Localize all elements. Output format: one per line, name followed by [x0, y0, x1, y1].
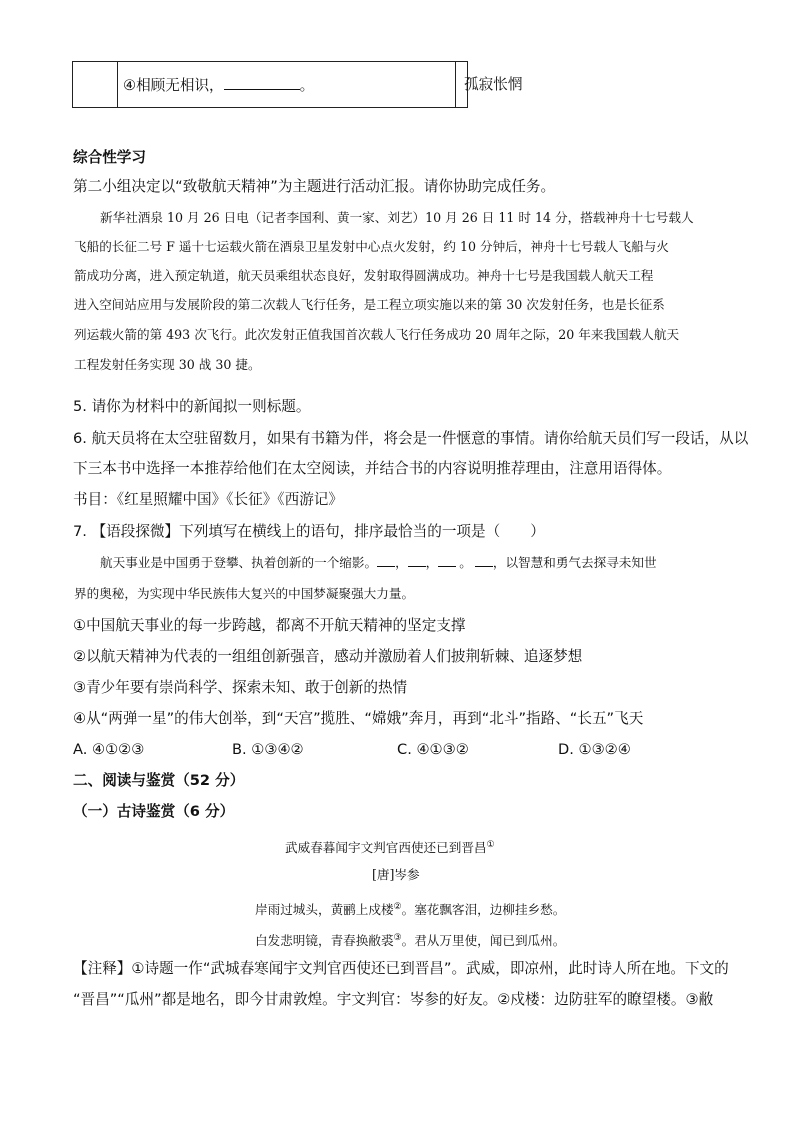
- news-line: 新华社酒泉 10 月 26 日电（记者李国利、黄一家、刘艺）10 月 26 日 11 时 14 分，搭载神舟十七号载人: [100, 210, 694, 225]
- option-3: ③青少年要有崇尚科学、探索未知、敢于创新的热情: [73, 679, 408, 696]
- news-line: 工程发射任务实现 30 战 30 捷。: [74, 357, 261, 372]
- section-intro: 第二小组决定以“致敬航天精神”为主题进行活动汇报。请你协助完成任务。: [73, 178, 556, 195]
- table-prompt-end: 。: [299, 77, 315, 94]
- poem-note-marker: ②: [393, 902, 402, 912]
- choice-c[interactable]: C. ④①③②: [397, 741, 469, 758]
- option-4: ④从“两弹一星”的伟大创举，到“天宫”揽胜、“嫦娥”奔月，再到“北斗”指路、“长五”飞天: [73, 710, 644, 727]
- choice-a[interactable]: A. ④①②③: [73, 741, 145, 758]
- news-line: 列运载火箭的第 493 次飞行。此次发射正值我国首次载人飞行任务成功 20 周年之际，20 年来我国载人航天: [74, 327, 680, 342]
- question-6-line1: 6. 航天员将在太空驻留数月，如果有书籍为伴，将会是一件惬意的事情。请你给航天员们写一段话，从以: [73, 430, 749, 447]
- table-cell-prompt: [117, 62, 456, 107]
- option-2: ②以航天精神为代表的一组组创新强音，感动并激励着人们披荆斩棘、追逐梦想: [73, 648, 583, 665]
- poem-title-text: 武威春暮闻宇文判官西使还已到晋昌: [285, 840, 487, 856]
- question-6-line2: 下三本书中选择一本推荐给他们在太空阅读，并结合书的内容说明推荐理由，注意用语得体。: [73, 460, 672, 477]
- passage-text: 航天事业是中国勇于登攀、执着创新的一个缩影。: [100, 555, 378, 570]
- poem-author: [唐]岑参: [372, 867, 420, 882]
- question-5: 5. 请你为材料中的新闻拟一则标题。: [73, 398, 311, 415]
- question-7-prompt: 7. 【语段探微】下列填写在横线上的语句，排序最恰当的一项是（: [73, 523, 501, 540]
- passage-sep: ，: [425, 555, 439, 570]
- table-prompt-text: ④相顾无相识，: [123, 77, 224, 94]
- table-cell-answer: [456, 62, 523, 107]
- answer-table: [72, 61, 523, 108]
- poem-text: 白发悲明镜，青春换敝裘: [255, 933, 394, 949]
- section-heading-zonghe: 综合性学习: [73, 149, 146, 166]
- poem-note-marker: ③: [393, 933, 402, 943]
- question-7-close: ）: [530, 523, 545, 540]
- poem-line-2: [255, 928, 565, 951]
- section-subheading-poetry: （一）古诗鉴赏（6 分）: [73, 803, 235, 820]
- section-heading-reading: 二、阅读与鉴赏（52 分）: [73, 772, 245, 789]
- choice-b[interactable]: B. ①③④②: [232, 741, 304, 758]
- annotation-line2: “晋昌”“瓜州”都是地名，即今甘肃敦煌。宇文判官：岑参的好友。②戍楼：边防驻军的瞭望楼。③敝: [73, 991, 714, 1008]
- passage-blank-2[interactable]: [408, 554, 426, 567]
- passage-line1: 航天事业是中国勇于登攀、执着创新的一个缩影。 ， ， 。 ，以智慧和勇气去探寻未知世: [100, 555, 657, 570]
- news-line: 箭成功分离，进入预定轨道，航天员乘组状态良好，发射取得圆满成功。神舟十七号是我国载人航天工程: [74, 268, 654, 283]
- passage-line2: 界的奥秘，为实现中华民族伟大复兴的中国梦凝聚强大力量。: [74, 586, 415, 601]
- passage-blank-4[interactable]: [475, 554, 493, 567]
- poem-note-marker: ①: [486, 840, 495, 850]
- question-7: [73, 522, 545, 542]
- poem-text: 。君从万里使，闻已到瓜州。: [401, 933, 566, 949]
- option-1: ①中国航天事业的每一步跨越，都离不开航天精神的坚定支撑: [73, 617, 466, 634]
- news-line: 进入空间站应用与发展阶段的第二次载人飞行任务，是工程立项实施以来的第 30 次发射任务，也是长征系: [74, 297, 665, 312]
- poem-text: 。塞花飘客泪，边柳挂乡愁。: [401, 902, 566, 918]
- poem-text: 岸雨过城头，黄鹂上戍楼: [255, 902, 394, 918]
- table-cell-empty: [73, 62, 118, 107]
- annotation-line1: 【注释】①诗题一作“武城春寒闻宇文判官西使还已到晋昌”。武威，即凉州，此时诗人所在地。下文的: [73, 960, 729, 977]
- poem-line-1: [255, 897, 565, 920]
- poem-title: [285, 835, 495, 858]
- passage-text-end: ，以智慧和勇气去探寻未知世: [492, 555, 657, 570]
- table-answer-text: 孤寂怅惘: [464, 76, 523, 93]
- passage-blank-3[interactable]: [438, 554, 456, 567]
- passage-sep: ，: [395, 555, 408, 570]
- passage-blank-1[interactable]: [377, 554, 395, 567]
- choice-d[interactable]: D. ①③②④: [558, 741, 631, 758]
- book-list: 书目：《红星照耀中国》《长征》《西游记》: [73, 491, 343, 508]
- fill-blank[interactable]: [224, 75, 300, 90]
- news-line: 飞船的长征二号 F 遥十七运载火箭在酒泉卫星发射中心点火发射，约 10 分钟后，神舟十七号载人飞船与火: [74, 239, 669, 254]
